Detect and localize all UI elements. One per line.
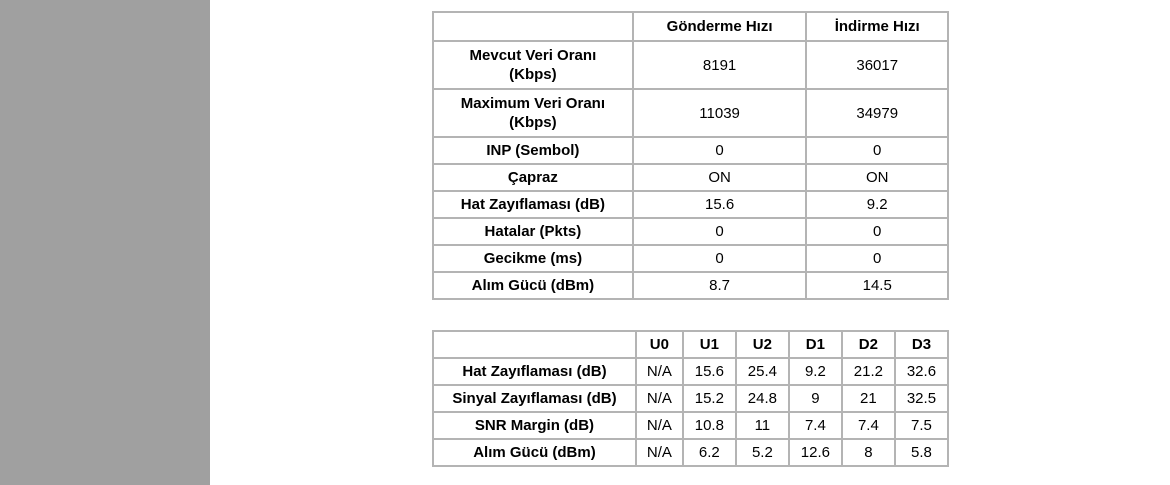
header-empty-cell [433, 331, 636, 358]
table-cell: 15.2 [683, 385, 736, 412]
table-row [433, 89, 948, 137]
table-cell: 32.5 [895, 385, 948, 412]
table-cell: 21.2 [842, 358, 895, 385]
header-upload-rate: Gönderme Hızı [633, 12, 807, 41]
header-d1: D1 [789, 331, 842, 358]
table-cell: 11 [736, 412, 789, 439]
download-value: 0 [806, 218, 948, 245]
row-label: Alım Gücü (dBm) [433, 439, 636, 466]
table-cell: N/A [636, 358, 683, 385]
table-cell: 21 [842, 385, 895, 412]
row-label: Çapraz [433, 164, 633, 191]
table-row [433, 164, 948, 191]
download-value: 14.5 [806, 272, 948, 299]
row-label: SNR Margin (dB) [433, 412, 636, 439]
header-d2: D2 [842, 331, 895, 358]
table-cell: 5.2 [736, 439, 789, 466]
header-u2: U2 [736, 331, 789, 358]
upload-value: 15.6 [633, 191, 807, 218]
table-row [433, 385, 948, 412]
table-cell: 9 [789, 385, 842, 412]
download-value: ON [806, 164, 948, 191]
band-status-table [432, 330, 949, 467]
table-row [433, 272, 948, 299]
table-row [433, 412, 948, 439]
table-header-row [433, 331, 948, 358]
upload-value: 0 [633, 218, 807, 245]
table-row [433, 218, 948, 245]
download-value: 36017 [806, 41, 948, 89]
upload-value: 8191 [633, 41, 807, 89]
row-label: INP (Sembol) [433, 137, 633, 164]
header-empty-cell [433, 12, 633, 41]
table-cell: 9.2 [789, 358, 842, 385]
header-u1: U1 [683, 331, 736, 358]
row-label: Hat Zayıflaması (dB) [433, 191, 633, 218]
upload-value: 0 [633, 137, 807, 164]
table-row [433, 358, 948, 385]
table-header-row [433, 12, 948, 41]
table-row [433, 439, 948, 466]
header-u0: U0 [636, 331, 683, 358]
table-cell: 7.4 [789, 412, 842, 439]
download-value: 0 [806, 245, 948, 272]
row-label: Gecikme (ms) [433, 245, 633, 272]
upload-value: ON [633, 164, 807, 191]
row-label: Hat Zayıflaması (dB) [433, 358, 636, 385]
table-cell: 25.4 [736, 358, 789, 385]
table-row [433, 245, 948, 272]
table-cell: N/A [636, 439, 683, 466]
row-label [433, 41, 633, 89]
row-label-line2: (Kbps) [509, 66, 557, 83]
table-cell: 6.2 [683, 439, 736, 466]
upload-value: 8.7 [633, 272, 807, 299]
table-cell: N/A [636, 412, 683, 439]
table-cell: 7.4 [842, 412, 895, 439]
table-row [433, 41, 948, 89]
table-cell: 7.5 [895, 412, 948, 439]
row-label-line1: Mevcut Veri Oranı [469, 47, 597, 64]
table-cell: 24.8 [736, 385, 789, 412]
table-cell: 15.6 [683, 358, 736, 385]
row-label: Sinyal Zayıflaması (dB) [433, 385, 636, 412]
row-label-line2: (Kbps) [509, 114, 557, 131]
table-cell: 10.8 [683, 412, 736, 439]
table-cell: 12.6 [789, 439, 842, 466]
sidebar-panel [0, 0, 210, 485]
download-value: 0 [806, 137, 948, 164]
download-value: 34979 [806, 89, 948, 137]
table-cell: 5.8 [895, 439, 948, 466]
table-row [433, 137, 948, 164]
row-label [433, 89, 633, 137]
upload-value: 11039 [633, 89, 807, 137]
row-label-line1: Maximum Veri Oranı [460, 95, 605, 112]
line-status-table [432, 11, 949, 300]
row-label: Hatalar (Pkts) [433, 218, 633, 245]
upload-value: 0 [633, 245, 807, 272]
header-download-rate: İndirme Hızı [806, 12, 948, 41]
table-cell: 8 [842, 439, 895, 466]
table-cell: N/A [636, 385, 683, 412]
download-value: 9.2 [806, 191, 948, 218]
table-row [433, 191, 948, 218]
table-cell: 32.6 [895, 358, 948, 385]
row-label: Alım Gücü (dBm) [433, 272, 633, 299]
header-d3: D3 [895, 331, 948, 358]
